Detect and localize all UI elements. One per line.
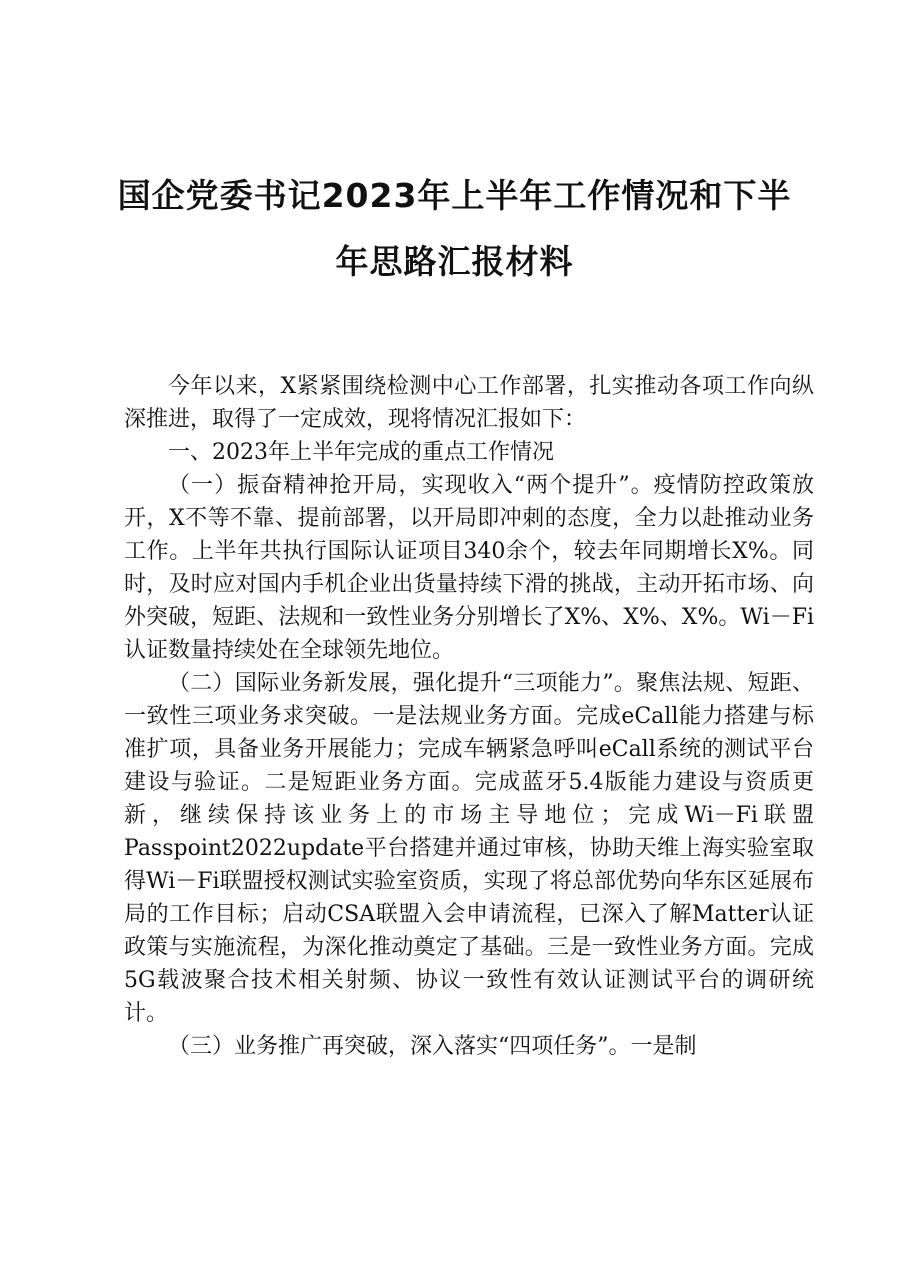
paragraph-item-2: （二）国际业务新发展，强化提升“三项能力”。聚焦法规、短距、一致性三项业务求突破。一是法规业务方面。完成eCall能力搭建与标准扩项，具备业务开展能力；完成车辆紧急呼叫eCall系统的测试平台建设与验证。二是短距业务方面。完成蓝牙5.4版能力建设与资质更新，继续保持该业务上的市场主导地位；完成Wi－Fi联盟Passpoint2022update平台搭建并通过审核，协助天维上海实验室取得Wi－Fi联盟授权测试实验室资质，实现了将总部优势向华东区延展布局的工作目标；启动CSA联盟入会申请流程，已深入了解Matter认证政策与实施流程，为深化推动奠定了基础。三是一致性业务方面。完成5G载波聚合技术相关射频、协议一致性有效认证测试平台的调研统计。 (124, 671, 814, 1026)
document-title-line-2: 年思路汇报材料 (335, 242, 574, 281)
paragraph-item-1: （一）振奋精神抢开局，实现收入“两个提升”。疫情防控政策放开，X不等不靠、提前部署，以开局即冲刺的态度，全力以赴推动业务工作。上半年共执行国际认证项目340余个，较去年同期增长X%。同时，及时应对国内手机企业出货量持续下滑的挑战，主动开拓市场、向外突破，短距、法规和一致性业务分别增长了X%、X%、X%。Wi－Fi认证数量持续处在全球领先地位。 (124, 473, 814, 663)
paragraph-intro: 今年以来，X紧紧围绕检测中心工作部署，扎实推动各项工作向纵深推进，取得了一定成效，现将情况汇报如下： (124, 374, 814, 432)
document-body (124, 370, 814, 1063)
document-title-line-1: 国企党委书记2023年上半年工作情况和下半 (117, 176, 792, 215)
section-heading-1: 一、2023年上半年完成的重点工作情况 (168, 440, 554, 465)
paragraph-item-3: （三）业务推广再突破，深入落实“四项任务”。一是制 (168, 1034, 697, 1059)
